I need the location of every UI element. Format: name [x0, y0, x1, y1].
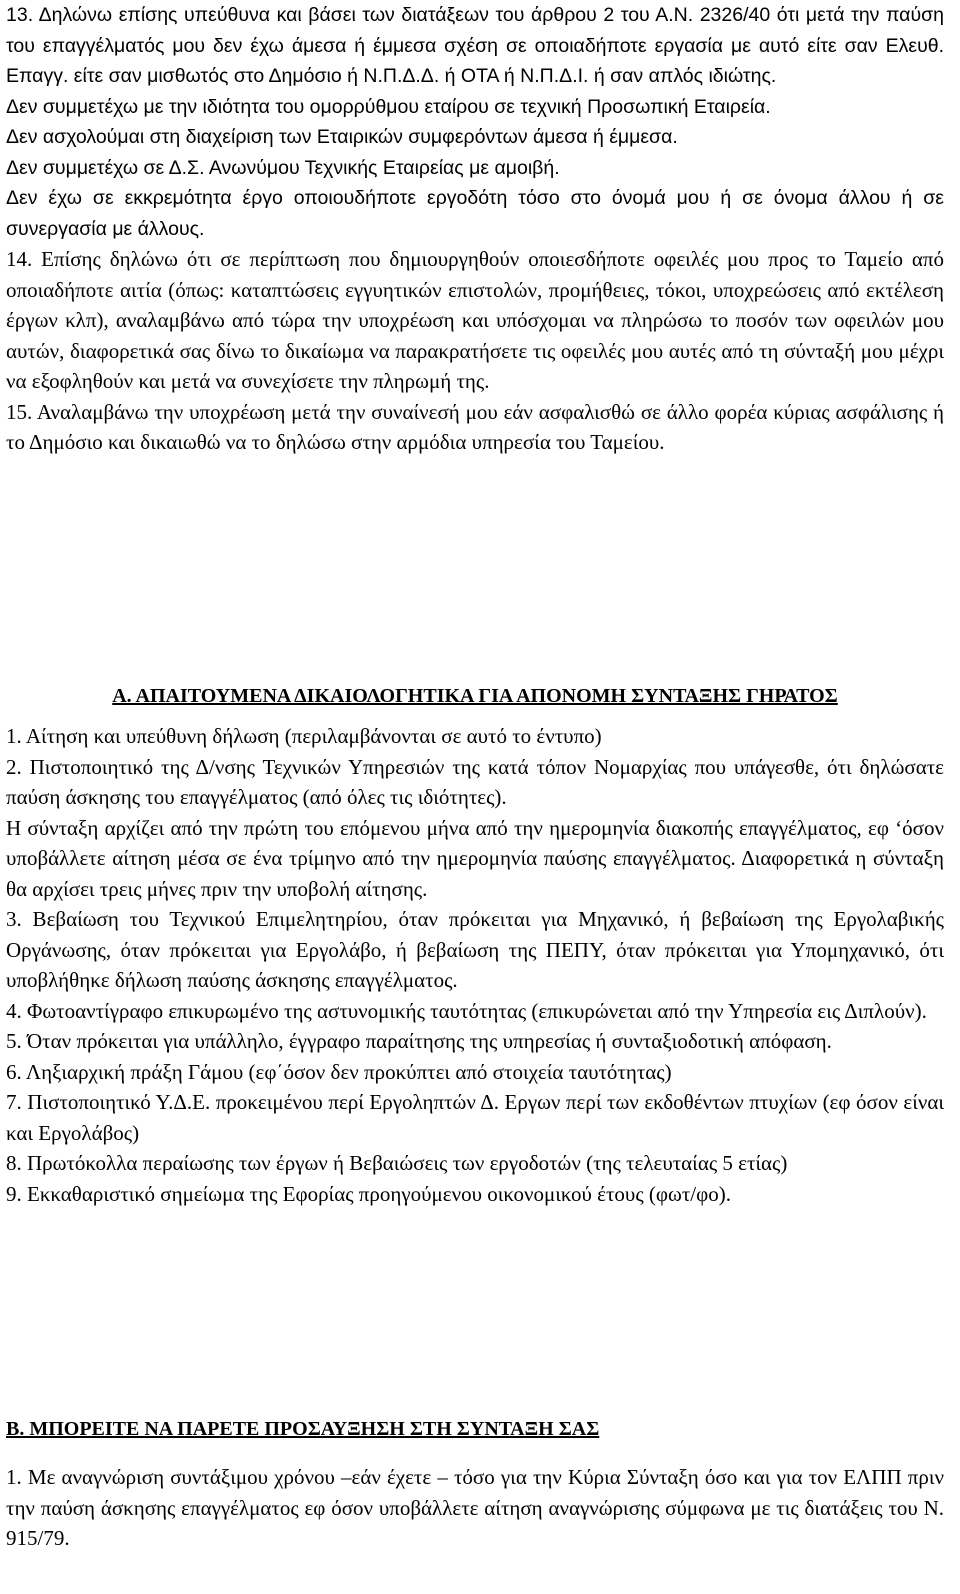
- declaration-line-3: Δεν συμμετέχω σε Δ.Σ. Ανωνύμου Τεχνικής Εταιρείας με αμοιβή.: [6, 156, 560, 179]
- section-a-item-3: 3. Βεβαίωση του Τεχνικού Επιμελητηρίου, όταν πρόκειται για Μηχανικό, ή βεβαίωση της Εργολαβικής Οργάνωσης, όταν πρόκειται για Εργολάβο, ή βεβαίωση της ΠΕΠΥ, όταν πρόκειται για Υπομηχανικό, ότι υποβλήθηκε δήλωση παύσης άσκησης επαγγέλματος.: [6, 907, 944, 992]
- section-a-item-4: 4. Φωτοαντίγραφο επικυρωμένο της αστυνομικής ταυτότητας (επικυρώνεται από την Υπηρεσία εις Διπλούν).: [6, 998, 927, 1023]
- section-a-item-8: 8. Πρωτόκολλα περαίωσης των έργων ή Βεβαιώσεις των εργοδοτών (της τελευταίας 5 ετίας): [6, 1151, 788, 1175]
- section-b-item-1: 1. Με αναγνώριση συντάξιμου χρόνου –εάν έχετε – τόσο για την Κύρια Σύνταξη όσο και για τον ΕΛΠΠ πριν την παύση άσκησης επαγγέλματος εφ όσον υποβάλλετε αίτηση αναγνώρισης σύμφωνα με τις διατάξεις του Ν. 915/79.: [6, 1465, 944, 1550]
- section-a-item-6: 6. Ληξιαρχική πράξη Γάμου (εφ΄όσον δεν προκύπτει από στοιχεία ταυτότητας): [6, 1059, 672, 1084]
- section-a-item-2-note: Η σύνταξη αρχίζει από την πρώτη του επόμενου μήνα από την ημερομηνία διακοπής επαγγέλματος, εφ ‘όσον υποβάλλετε αίτηση μέσα σε ένα τρίμηνο από την ημερομηνία παύσης επαγγέλματος. Διαφορετικά η σύνταξη θα αρχίσει τρεις μήνες πριν την υποβολή αίτησης.: [6, 815, 944, 901]
- declarations-continued: [6, 0, 944, 458]
- section-a-item-9: 9. Εκκαθαριστικό σημείωμα της Εφορίας προηγούμενου οικονομικού έτους (φωτ/φο).: [6, 1181, 731, 1206]
- declaration-line-2: Δεν ασχολούμαι στη διαχείριση των Εταιρικών συμφερόντων άμεσα ή έμμεσα.: [6, 126, 678, 148]
- section-a-item-7: 7. Πιστοποιητικό Υ.Δ.Ε. προκειμένου περί Εργοληπτών Δ. Εργων περί των εκδοθέντων πτυχίων (εφ όσον είναι και Εργολάβος): [6, 1090, 944, 1145]
- section-a: [6, 681, 944, 1209]
- declaration-line-4: Δεν έχω σε εκκρεμότητα έργο οποιουδήποτε εργοδότη τόσο στο όνομά μου ή σε όνομα άλλου ή σε συνεργασία με άλλους.: [6, 187, 944, 240]
- section-b: [6, 1414, 944, 1554]
- section-a-heading: Α. ΑΠΑΙΤΟΥΜΕΝΑ ΔΙΚΑΙΟΛΟΓΗΤΙΚΑ ΓΙΑ ΑΠΟΝΟΜΗ ΣΥΝΤΑΞΗΣ ΓΗΡΑΤΟΣ: [112, 685, 838, 707]
- paragraph-14: 14. Επίσης δηλώνω ότι σε περίπτωση που δημιουργηθούν οποιεσδήποτε οφειλές μου προς το Ταμείο από οποιαδήποτε αιτία (όπως: καταπτώσεις εγγυητικών επιστολών, προμήθειες, τόκοι, υποχρεώσεις από εκτέλεση έργων κλπ), αναλαμβάνω από τώρα την υποχρέωση και υπόσχομαι να πληρώσω το ποσόν των οφειλών μου αυτών, διαφορετικά σας δίνω το δικαίωμα να παρακρατήσετε τις οφειλές μου αυτές από τη σύνταξή μου μέχρι να εξοφληθούν και μετά να συνεχίσετε την πληρωμή της.: [6, 247, 944, 393]
- paragraph-13: 13. Δηλώνω επίσης υπεύθυνα και βάσει των διατάξεων του άρθρου 2 του Α.Ν. 2326/40 ότι μετά την παύση του επαγγέλματός μου δεν έχω άμεσα ή έμμεσα σχέση σε οποιαδήποτε εργασία με αυτό είτε σαν Ελευθ. Επαγγ. είτε σαν μισθωτός στο Δημόσιο ή Ν.Π.Δ.Δ. ή ΟΤΑ ή Ν.Π.Δ.Ι. ή σαν απλός ιδιώτης.: [6, 4, 944, 87]
- declaration-line-1: Δεν συμμετέχω με την ιδιότητα του ομορρύθμου εταίρου σε τεχνική Προσωπική Εταιρεία.: [6, 95, 771, 118]
- section-a-item-2: 2. Πιστοποιητικό της Δ/νσης Τεχνικών Υπηρεσιών της κατά τόπον Νομαρχίας που υπάγεσθε, ότι δηλώσατε παύση άσκησης του επαγγέλματος (από όλες τις ιδιότητες).: [6, 754, 944, 809]
- section-a-item-1: 1. Αίτηση και υπεύθυνη δήλωση (περιλαμβάνονται σε αυτό το έντυπο): [6, 724, 602, 748]
- section-a-item-5: 5. Όταν πρόκειται για υπάλληλο, έγγραφο παραίτησης της υπηρεσίας ή συνταξιοδοτική απόφαση.: [6, 1029, 832, 1053]
- section-b-heading: Β. ΜΠΟΡΕΙΤΕ ΝΑ ΠΑΡΕΤΕ ΠΡΟΣΑΥΞΗΣΗ ΣΤΗ ΣΥΝΤΑΞΗ ΣΑΣ: [6, 1418, 600, 1440]
- paragraph-15: 15. Αναλαμβάνω την υποχρέωση μετά την συναίνεσή μου εάν ασφαλισθώ σε άλλο φορέα κύριας ασφάλισης ή το Δημόσιο και δικαιωθώ να το δηλώσω στην αρμόδια υπηρεσία του Ταμείου.: [6, 399, 944, 454]
